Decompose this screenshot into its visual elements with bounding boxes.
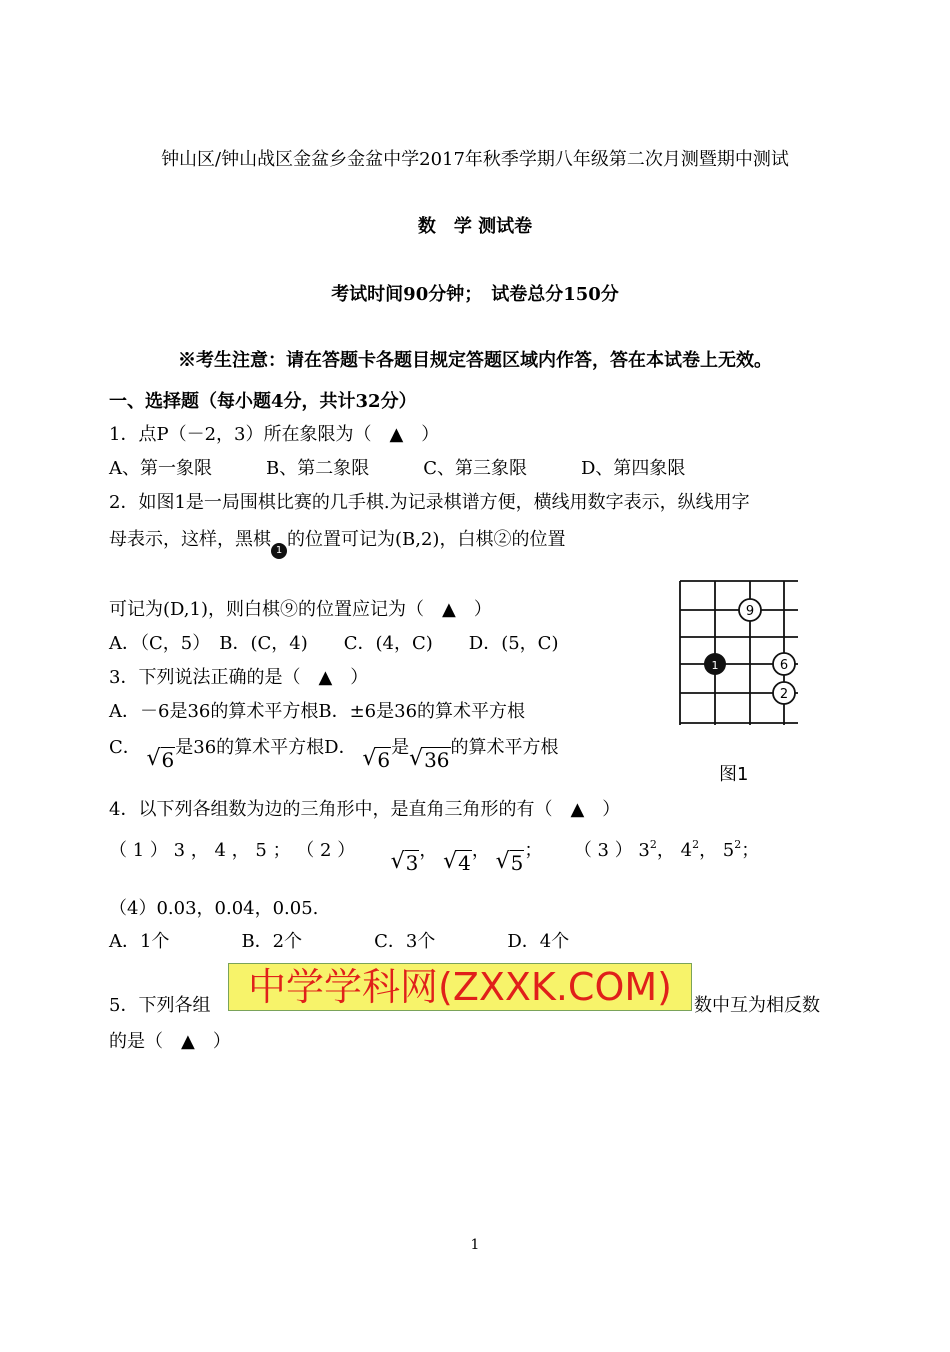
sqrt-6-c: √ 6	[147, 749, 176, 771]
q2-options: A．（C，5） B．(C，4) C．(4，C) D．(5，C)	[109, 633, 559, 654]
q3-stem: 3．下列说法正确的是（ ▲ ）	[109, 667, 369, 688]
q2-line3: 可记为(D,1)，则白棋⑨的位置应记为（ ▲ ）	[109, 599, 492, 620]
sqrt-3: √ 3	[391, 852, 420, 874]
svg-text:1: 1	[711, 659, 719, 672]
notice: ※考生注意：请在答题卡各题目规定答题区域内作答，答在本试卷上无效。	[178, 350, 772, 371]
sqrt-36-d: √ 36	[409, 749, 450, 771]
q4-stem: 4．以下列各组数为边的三角形中，是直角三角形的有（ ▲ ）	[109, 799, 621, 820]
q4-groups: （ 1 ） 3 ， 4 ， 5 ； （ 2 ） √ 3， √ 4， √ 5； （ 3 ） $3^2$， $4^2$， $5^2$；	[109, 834, 839, 874]
white-stone-9	[739, 599, 761, 621]
exam-info: 考试时间90分钟； 试卷总分150分	[331, 284, 619, 305]
q3-options-ab: A．－6是36的算术平方根B．±6是36的算术平方根	[109, 701, 526, 722]
svg-text:9: 9	[745, 604, 755, 619]
white-stone-2	[773, 682, 795, 704]
q1-options: A、第一象限 B、第二象限 C、第三象限 D、第四象限	[109, 458, 686, 479]
sqrt-6-d: √ 6	[362, 749, 391, 771]
q4-part3: （ 3 ） 3	[573, 840, 650, 861]
q3-c-prefix: C．	[109, 737, 141, 758]
q2-line2	[109, 529, 565, 559]
q1-stem: 1．点P（－2，3）所在象限为（ ▲ ）	[109, 424, 440, 445]
q3-c-text: 是36的算术平方根D．	[175, 737, 357, 758]
sqrt-5: √ 5	[496, 852, 525, 874]
svg-text:6: 6	[779, 658, 789, 673]
q3-d-mid: 是	[391, 737, 410, 758]
q5-line2: 的是（ ▲ ）	[109, 1031, 231, 1052]
watermark-banner: 中学学科网(ZXXK.COM)	[228, 963, 692, 1011]
q2-line2-b: 的位置可记为(B,2)，白棋②的位置	[287, 529, 566, 550]
white-stone-6	[773, 653, 795, 675]
black-stone-1	[704, 653, 726, 675]
section-heading: 一、选择题（每小题4分，共计32分）	[109, 391, 417, 412]
page-number: 1	[470, 1237, 480, 1253]
exam-title: 钟山区/钟山战区金盆乡金盆中学2017年秋季学期八年级第二次月测暨期中测试	[161, 149, 789, 170]
q4-options: A．1个 B．2个 C．3个 D．4个	[109, 931, 570, 952]
q2-line2-a: 母表示，这样，黑棋	[109, 529, 271, 550]
go-board-figure	[676, 577, 800, 729]
subject-title: 数 学 测试卷	[417, 216, 533, 237]
q4-part4: （4）0.03，0.04，0.05.	[109, 898, 319, 919]
q3-d-text: 的算术平方根	[450, 737, 559, 758]
q2-line1: 2．如图1是一局围棋比赛的几手棋.为记录棋谱方便，横线用数字表示，纵线用字	[109, 492, 750, 513]
q3-options-cd	[109, 737, 559, 771]
svg-text:2: 2	[779, 687, 789, 702]
q4-part1: （ 1 ） 3 ， 4 ， 5 ； （ 2 ）	[109, 840, 356, 861]
black-stone-icon: 1	[271, 543, 287, 559]
q5-suffix: 数中互为相反数	[694, 995, 820, 1016]
q5-prefix: 5．下列各组	[109, 995, 211, 1016]
sqrt-4: √ 4	[443, 852, 472, 874]
figure-caption: 图1	[719, 764, 749, 785]
